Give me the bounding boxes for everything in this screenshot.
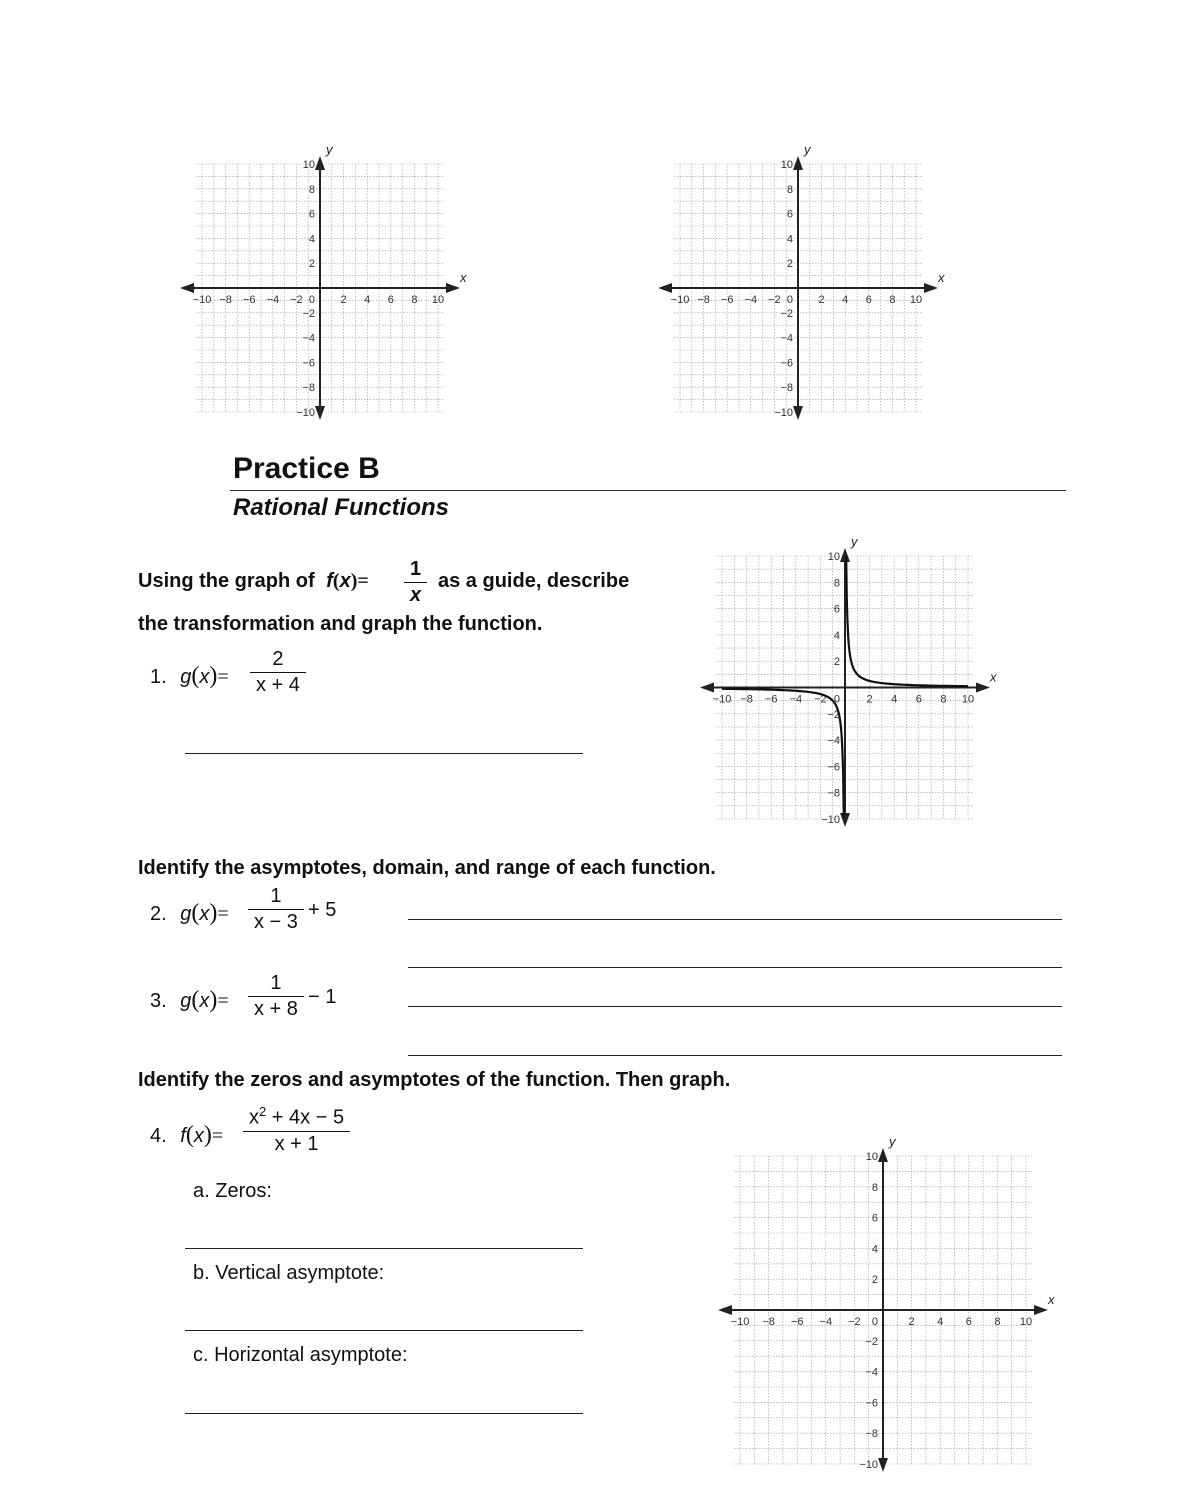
exponent: 2 xyxy=(259,1104,267,1119)
x-tick-label: −8 xyxy=(219,294,232,306)
origin-label: 0 xyxy=(871,1316,878,1328)
x-tick-label: 2 xyxy=(340,294,347,306)
x-tick-label: −4 xyxy=(789,693,803,706)
origin-label: 0 xyxy=(308,294,315,306)
part-b-label: b. Vertical asymptote: xyxy=(193,1262,385,1284)
reference-numerator: 1 xyxy=(410,558,422,580)
y-tick-label: −4 xyxy=(302,332,315,345)
x-var: x xyxy=(199,990,210,1012)
problem-1-number: 1. xyxy=(150,666,167,688)
g-label: g xyxy=(180,990,192,1012)
y-axis-arrow-up xyxy=(315,156,325,170)
y-axis-label: y xyxy=(851,534,858,549)
y-axis-arrow-up xyxy=(878,1148,888,1162)
y-tick-label: 10 xyxy=(780,159,793,171)
page-subtitle: Rational Functions xyxy=(233,494,449,521)
y-tick-label: 4 xyxy=(871,1243,878,1256)
problem-3-label: 3. g(x)= xyxy=(150,987,229,1013)
y-tick-label: −2 xyxy=(302,307,315,320)
x-tick-label: 6 xyxy=(915,693,922,706)
f-label: f xyxy=(180,1125,186,1147)
problem-2-numerator: 1 xyxy=(270,885,282,907)
y-tick-label: −2 xyxy=(827,708,840,721)
y-axis-arrow-down xyxy=(878,1458,888,1472)
g-label: g xyxy=(180,903,192,925)
y-tick-label: 10 xyxy=(302,159,315,171)
x-tick-label: −10 xyxy=(730,1316,750,1328)
x-axis-label: x xyxy=(1048,1292,1055,1307)
y-tick-label: −2 xyxy=(780,307,793,320)
problem-3-fraction xyxy=(248,972,304,1021)
x-tick-label: 6 xyxy=(387,294,394,306)
y-tick-label: −8 xyxy=(865,1428,878,1441)
x-axis-arrow-left xyxy=(180,283,194,293)
problem-2-constant: + 5 xyxy=(308,899,337,921)
instruction-text-end: as a guide, describe xyxy=(438,570,630,592)
x-var: x xyxy=(193,1125,204,1147)
x-tick-label: 8 xyxy=(940,693,947,706)
y-tick-label: −6 xyxy=(827,761,840,774)
y-axis-label: y xyxy=(804,142,811,157)
x-tick-label: 2 xyxy=(866,693,873,706)
part-b-answer-line[interactable] xyxy=(185,1330,583,1331)
x-tick-label: 2 xyxy=(818,294,825,306)
problem-4-numerator xyxy=(243,1104,350,1130)
part-c-label: c. Horizontal asymptote: xyxy=(193,1344,408,1366)
x-tick-label: −2 xyxy=(848,1316,861,1328)
f-label: f xyxy=(326,570,333,592)
problem-2-answer-line-1[interactable] xyxy=(408,919,1062,920)
y-tick-label: 6 xyxy=(871,1212,878,1225)
page-title: Practice B xyxy=(233,452,380,485)
x-tick-label: −10 xyxy=(192,294,212,306)
y-tick-label: −10 xyxy=(859,1459,878,1471)
x-axis-label: x xyxy=(938,270,945,285)
problem-3-numerator: 1 xyxy=(270,972,282,994)
curve-branch-negative xyxy=(722,689,844,819)
problem-4-fraction xyxy=(243,1104,350,1156)
x-tick-label: −8 xyxy=(740,693,753,706)
x-tick-label: 10 xyxy=(431,294,445,306)
problem-4-number: 4. xyxy=(150,1125,167,1147)
x-tick-label: −4 xyxy=(819,1316,833,1328)
x-tick-label: 8 xyxy=(994,1316,1001,1328)
x-axis-arrow-left xyxy=(718,1305,732,1315)
x-var: x xyxy=(339,570,351,592)
y-tick-label: −6 xyxy=(865,1397,878,1410)
origin-label: 0 xyxy=(786,294,793,306)
x-tick-label: −6 xyxy=(764,693,778,706)
x-var: x xyxy=(249,1106,259,1129)
y-tick-label: −8 xyxy=(780,382,793,395)
y-axis-arrow-up xyxy=(793,156,803,170)
reference-fraction xyxy=(404,558,427,607)
x-axis-arrow-right xyxy=(976,683,990,693)
reference-denominator: x xyxy=(410,584,422,606)
problem-1-answer-line[interactable] xyxy=(185,753,583,754)
x-tick-label: 4 xyxy=(364,294,371,306)
y-axis-label: y xyxy=(326,142,333,157)
numerator-rest: + 4x − 5 xyxy=(266,1106,345,1129)
x-axis-arrow-right xyxy=(1034,1305,1048,1315)
x-tick-label: 4 xyxy=(891,693,898,706)
y-axis-arrow-down xyxy=(793,406,803,420)
x-tick-label: 6 xyxy=(965,1316,972,1328)
blank-graph-top-right xyxy=(648,136,958,426)
x-tick-label: −2 xyxy=(768,294,781,306)
problem-3-denominator: x + 8 xyxy=(254,998,298,1020)
x-tick-label: −8 xyxy=(697,294,710,306)
part-a-answer-line[interactable] xyxy=(185,1248,583,1249)
x-tick-label: −6 xyxy=(242,294,256,306)
instruction-text-start: Using the graph of xyxy=(138,570,315,592)
y-tick-label: 6 xyxy=(786,208,793,221)
x-tick-label: 10 xyxy=(909,294,923,306)
x-tick-label: −6 xyxy=(790,1316,804,1328)
y-tick-label: 6 xyxy=(308,208,315,221)
y-tick-label: −10 xyxy=(296,407,315,419)
x-tick-label: −6 xyxy=(720,294,734,306)
x-tick-label: 4 xyxy=(842,294,849,306)
y-tick-label: 2 xyxy=(871,1274,878,1287)
y-tick-label: 10 xyxy=(865,1151,878,1163)
x-axis-label: x xyxy=(990,669,997,685)
instruction-zeros-asymptotes: Identify the zeros and asymptotes of the function. Then graph. xyxy=(138,1069,731,1091)
x-tick-label: 2 xyxy=(908,1316,915,1328)
y-tick-label: −4 xyxy=(865,1366,878,1379)
y-axis-arrow-down xyxy=(315,406,325,420)
y-tick-label: 2 xyxy=(308,258,315,271)
problem-1-label: 1. g(x)= xyxy=(150,663,229,689)
y-axis-arrow-up xyxy=(840,548,850,562)
x-tick-label: 6 xyxy=(865,294,872,306)
y-tick-label: 6 xyxy=(833,603,840,616)
instruction-using-graph: Using the graph of f(x)= xyxy=(138,570,369,592)
problem-1-fraction xyxy=(250,648,306,697)
problem-1-denominator: x + 4 xyxy=(256,674,300,696)
y-tick-label: 8 xyxy=(786,183,793,196)
problem-2-label: 2. g(x)= xyxy=(150,900,229,926)
x-var: x xyxy=(199,666,210,688)
y-tick-label: 8 xyxy=(871,1181,878,1194)
x-tick-label: −2 xyxy=(814,693,827,706)
x-axis-arrow-left xyxy=(700,683,714,693)
problem-1-numerator: 2 xyxy=(272,648,284,670)
x-tick-label: −10 xyxy=(670,294,690,306)
x-tick-label: −10 xyxy=(712,693,732,706)
problem-4-label: 4. f(x)= xyxy=(150,1122,224,1148)
problem-2-fraction xyxy=(248,885,304,934)
y-axis-label: y xyxy=(889,1134,896,1149)
blank-graph-top-left xyxy=(170,136,480,426)
y-tick-label: −10 xyxy=(821,814,840,826)
title-rule xyxy=(230,490,1066,491)
x-tick-label: −2 xyxy=(290,294,303,306)
x-tick-label: −4 xyxy=(744,294,758,306)
problem-3-answer-line-2[interactable] xyxy=(408,1055,1062,1056)
y-tick-label: −8 xyxy=(827,787,840,800)
y-tick-label: 4 xyxy=(308,233,315,246)
reference-graph-1-over-x xyxy=(690,528,1010,833)
x-var: x xyxy=(199,903,210,925)
curve-branch-positive xyxy=(846,556,968,686)
problem-3-constant: − 1 xyxy=(308,986,337,1008)
problem-2-number: 2. xyxy=(150,903,167,925)
y-tick-label: −6 xyxy=(302,357,315,370)
y-tick-label: 10 xyxy=(827,551,840,563)
y-tick-label: −10 xyxy=(774,407,793,419)
problem-4-denominator: x + 1 xyxy=(274,1132,319,1155)
x-axis-arrow-left xyxy=(658,283,672,293)
x-tick-label: 10 xyxy=(961,693,975,706)
y-tick-label: 4 xyxy=(786,233,793,246)
x-axis-label: x xyxy=(460,270,467,285)
y-tick-label: 2 xyxy=(833,656,840,669)
y-tick-label: −8 xyxy=(302,382,315,395)
problem-2-denominator: x − 3 xyxy=(254,911,298,933)
x-tick-label: 8 xyxy=(411,294,418,306)
x-tick-label: −8 xyxy=(762,1316,775,1328)
x-tick-label: 8 xyxy=(889,294,896,306)
part-c-answer-line[interactable] xyxy=(185,1413,583,1414)
y-tick-label: 2 xyxy=(786,258,793,271)
y-tick-label: 8 xyxy=(308,183,315,196)
y-tick-label: −4 xyxy=(780,332,793,345)
y-tick-label: −2 xyxy=(865,1335,878,1348)
problem-3-number: 3. xyxy=(150,990,167,1012)
x-tick-label: 4 xyxy=(937,1316,944,1328)
y-tick-label: −4 xyxy=(827,735,840,748)
x-axis-arrow-right xyxy=(924,283,938,293)
x-tick-label: −4 xyxy=(266,294,280,306)
problem-3-answer-line-1[interactable] xyxy=(408,1006,1062,1007)
instruction-line-2: the transformation and graph the function. xyxy=(138,613,543,635)
y-tick-label: 4 xyxy=(833,629,840,642)
instruction-asymptotes-domain-range: Identify the asymptotes, domain, and range of each function. xyxy=(138,857,716,879)
g-label: g xyxy=(180,666,192,688)
part-a-label: a. Zeros: xyxy=(193,1180,272,1202)
y-tick-label: 8 xyxy=(833,577,840,590)
y-axis-arrow-down xyxy=(840,813,850,827)
origin-label: 0 xyxy=(833,693,840,706)
x-axis-arrow-right xyxy=(446,283,460,293)
problem-2-answer-line-2[interactable] xyxy=(408,967,1062,968)
y-tick-label: −6 xyxy=(780,357,793,370)
blank-graph-bottom xyxy=(708,1128,1068,1478)
x-tick-label: 10 xyxy=(1019,1316,1033,1328)
